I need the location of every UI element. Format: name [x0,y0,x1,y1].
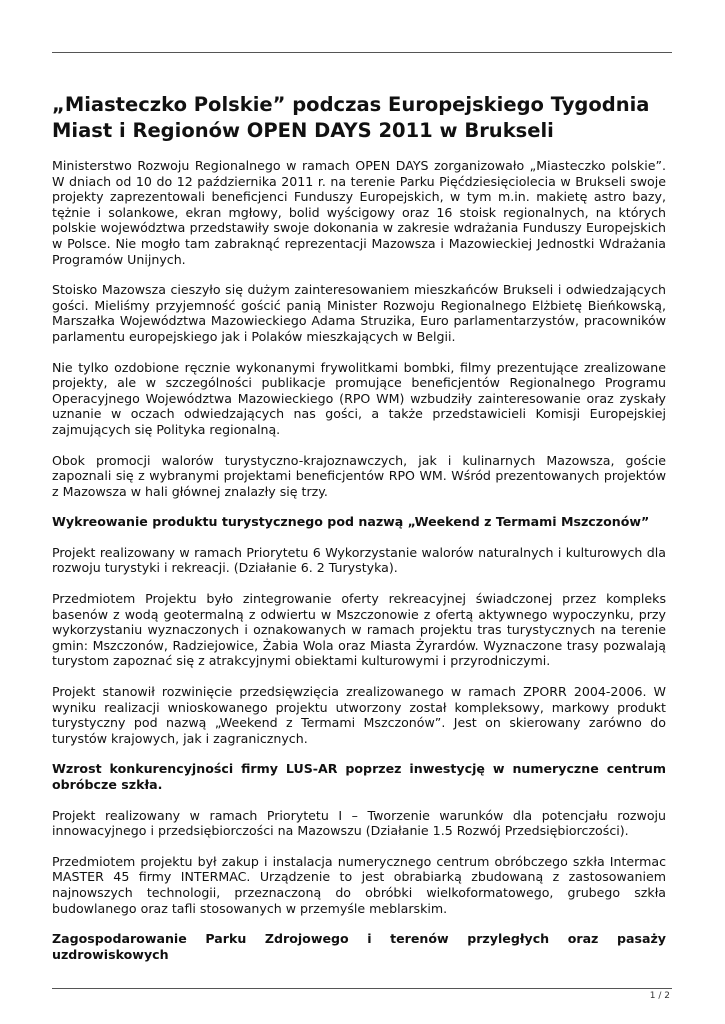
paragraph: Ministerstwo Rozwoju Regionalnego w ramach OPEN DAYS zorganizowało „Miasteczko polskie”. W dniach od 10 do 12 października 2011 r. na terenie Parku Pięćdziesięciolecia w Brukseli swoje projekty zaprezentowali beneficjenci Funduszy Europejskich, w tym m.in. makietę astro bazy, tężnie i solankowe, ekran mgłowy, bolid wyścigowy oraz 16 stoisk regionalnych, na których polskie województwa przedstawiły swoje dokonania w zakresie wdrażania Funduszy Europejskich w Polsce. Nie mogło tam zabraknąć reprezentacji Mazowsza i Mazowieckiej Jednostki Wdrażania Programów Unijnych. [52,158,666,267]
page-number: 1 / 2 [649,991,670,1001]
section-heading-weekend-termy: Wykreowanie produktu turystycznego pod nazwą „Weekend z Termami Mszczonów” [52,514,650,530]
paragraph: Przedmiotem projektu był zakup i instalacja numerycznego centrum obróbczego szkła Intermac MASTER 45 firmy INTERMAC. Urządzenie to jest obrabiarką zbudowaną z zastosowaniem najnowszych technologii, przeznaczoną do obróbki wielkoformatowego, grubego szkła budowlanego oraz tafli stosowanych w przemyśle meblarskim. [52,853,666,916]
paragraph: Stoisko Mazowsza cieszyło się dużym zainteresowaniem mieszkańców Brukseli i odwiedzających gości. Mieliśmy przyjemność gościć panią Minister Rozwoju Regionalnego Elżbietę Bieńkowską, Marszałka Województwa Mazowieckiego Adama Struzika, Euro parlamentarzystów, pracowników parlamentu europejskiego jak i Polaków mieszkających w Belgii. [52,282,666,344]
paragraph: Obok promocji walorów turystyczno-krajoznawczych, jak i kulinarnych Mazowsza, goście zapoznali się z wybranymi projektami beneficjentów RPO WM. Wśród prezentowanych projektów z Mazowsza w hali głównej znalazły się trzy. [52,452,666,499]
bottom-divider [52,988,672,989]
paragraph: Projekt realizowany w ramach Priorytetu 6 Wykorzystanie walorów naturalnych i kulturowych dla rozwoju turystyki i rekreacji. (Działanie 6. 2 Turystyka). [52,544,666,576]
document-body [52,92,666,977]
document-title: „Miasteczko Polskie” podczas Europejskiego Tygodnia Miast i Regionów OPEN DAYS 2011 w Brukseli [52,93,650,142]
paragraph: Nie tylko ozdobione ręcznie wykonanymi frywolitkami bombki, filmy prezentujące zrealizowane projekty, ale w szczególności publikacje promujące beneficjentów Regionalnego Programu Operacyjnego Województwa Mazowieckiego (RPO WM) wzbudziły zainteresowanie oraz zyskały uznanie w oczach odwiedzających nas gości, a także przedstawicieli Komisji Europejskiej zajmujących się Polityka regionalną. [52,359,666,437]
paragraph: Przedmiotem Projektu było zintegrowanie oferty rekreacyjnej świadczonej przez kompleks basenów z wodą geotermalną z odwiertu w Mszczonowie z ofertą aktywnego wypoczynku, przy wykorzystaniu wyznaczonych i oznakowanych w ramach projektu tras turystycznych na terenie gmin: Mszczonów, Radziejowice, Żabia Wola oraz Miasta Żyrardów. Wyznaczone trasy pozwalają turystom zapoznać się z atrakcyjnymi obiektami kulturowymi i przyrodniczymi. [52,591,666,669]
paragraph: Projekt stanowił rozwinięcie przedsięwzięcia zrealizowanego w ramach ZPORR 2004-2006. W wyniku realizacji wnioskowanego projektu utworzony został kompleksowy, markowy produkt turystyczny pod nazwą „Weekend z Termami Mszczonów”. Jest on skierowany zarówno do turystów krajowych, jak i zagranicznych. [52,684,666,746]
section-heading-lus-ar: Wzrost konkurencyjności firmy LUS-AR poprzez inwestycję w numeryczne centrum obróbcze szkła. [52,761,666,792]
section-heading-park-zdrojowy: Zagospodarowanie Parku Zdrojowego i terenów przyległych oraz pasaży uzdrowiskowych [52,931,666,962]
top-divider [52,52,672,53]
paragraph: Projekt realizowany w ramach Priorytetu I – Tworzenie warunków dla potencjału rozwoju innowacyjnego i przedsiębiorczości na Mazowszu (Działanie 1.5 Rozwój Przedsiębiorczości). [52,807,666,839]
